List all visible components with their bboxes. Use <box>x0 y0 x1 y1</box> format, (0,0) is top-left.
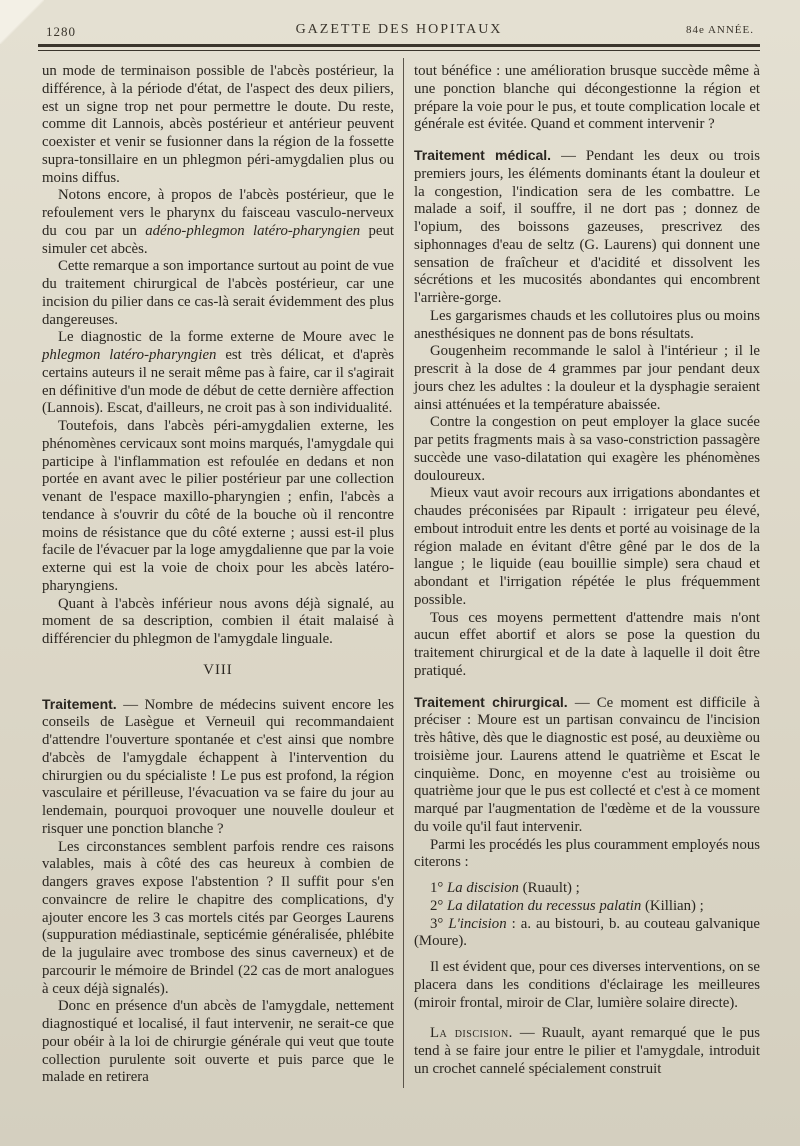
paragraph: Les gargarismes chauds et les collutoires plus ou moins anesthésiques ne donnent pas de bons résultats. <box>414 307 760 342</box>
paragraph: un mode de terminaison possible de l'abcès postérieur, la différence, à la période d'état, de l'aspect des deux piliers, est un signe trop net pour permettre le doute. Du reste, comme dit Lannois, abcès postérieur et antérieur peuvent coexister et venir se fusionner dans la région de la fossette supra-tonsillaire en un phlegmon péri-amygdalien plus ou moins diffus. <box>42 63 394 186</box>
paragraph: tout bénéfice : une amélioration brusque succède même à une ponction blanche qui décongestionne la région et prépare la voie pour le pus, et toute complication locale et générale est évitée. Quand et comment intervenir ? <box>414 63 760 133</box>
section-number: VIII <box>203 661 233 678</box>
paragraph: Traitement médical. — Pendant les deux ou trois premiers jours, les éléments dominants étant la douleur et la congestion, l'indication sera de les combattre. Le malade a soif, il souffre, il ne dort pas ; donnez de l'opium, des boissons gazeuses, prescrivez des siphonnages d'eau de seltz (G. Laurens) qui donnent une sensation de fraîcheur et d'acidité et dissolvent les sécrétions et les mucosités abondantes qui encombrent l'arrière-gorge. <box>414 147 761 306</box>
page-number: 1280 <box>46 24 76 39</box>
section-heading: Traitement. <box>42 695 117 712</box>
paragraph: La discision. — Ruault, ayant remarqué que le pus tend à se faire jour entre le pilier et l'amygdale, introduit un crochet cannelé spécialement construit <box>414 1025 761 1077</box>
list-item: 2° La dilatation du recessus palatin (Killian) ; <box>430 897 704 914</box>
paragraph: Traitement. — Nombre de médecins suivent encore les conseils de Lasègue et Verneuil qui recommandaient d'attendre l'ouverture spontanée et c'est ainsi que nombre d'abcès de l'amygdale échappent à l'intervention du chirurgien ou du spécialiste ! Le pus est profond, la région vasculaire et périlleuse, l'évacuation va se faire du jour au lendemain, pourquoi provoquer une nouvelle douleur et risquer une ponction blanche ? <box>42 695 394 837</box>
paragraph: Il est évident que, pour ces diverses interventions, on se placera dans les conditions d'éclairage les meilleures (miroir frontal, miroir de Clar, lumière solaire directe). <box>414 959 760 1011</box>
paragraph: Tous ces moyens permettent d'attendre mais n'ont aucun effet abortif et alors se pose la question du traitement chirurgical et de la date à laquelle il doit être pratiqué. <box>414 609 760 679</box>
paragraph: Toutefois, dans l'abcès péri-amygdalien externe, les phénomènes cervicaux sont moins marqués, l'amygdale qui participe à l'inflammation est refoulée en dedans et non portée en avant avec le pilier postérieur par une collection venant de l'espace maxillo-pharyngien ; enfin, l'abcès a tendance à s'ouvrir du côté de la bouche où il rencontre moins de résistance que du côté externe ; aussi est-il plus facile de l'évacuer par la loge amygdalienne que par la voie externe qui est la voie de choix pour les abcès latéro-pharyngiens. <box>42 418 394 594</box>
right-column <box>414 63 760 1079</box>
paragraph: Contre la congestion on peut employer la glace sucée par petits fragments mais à sa vaso-constriction passagère succède une vaso-dilatation qui exagère les phénomènes douloureux. <box>414 414 760 484</box>
paragraph: Notons encore, à propos de l'abcès postérieur, que le refoulement vers le pharynx du faisceau vasculo-nerveux du cou par un adéno-phlegmon latéro-pharyngien peut simuler cet abcès. <box>42 187 394 257</box>
left-column <box>42 63 394 1087</box>
paragraph: Parmi les procédés les plus couramment employés nous citerons : <box>414 836 760 871</box>
journal-year: 84e ANNÉE. <box>685 24 754 36</box>
paragraph: Cette remarque a son importance surtout au point de vue du traitement chirurgical de l'abcès postérieur, car une incision du pilier dans ce cas-là serait évidemment des plus dangereuses. <box>42 258 394 328</box>
list-item: 3° L'incision : a. au bistouri, b. au couteau galvanique (Moure). <box>414 915 761 950</box>
paragraph: Le diagnostic de la forme externe de Moure avec le phlegmon latéro-pharyngien est très délicat, et d'après certains auteurs il ne serait même pas à faire, car il s'agirait en définitive d'un mode de début de cette dernière affection (Lannois). Escat, d'ailleurs, ne croit pas à son individualité. <box>42 329 394 417</box>
paragraph: Donc en présence d'un abcès de l'amygdale, nettement diagnostiqué et localisé, il faut intervenir, ne serait-ce que pour obéir à la loi de chirurgie générale qui veut que toute collection purulente soit ouverte et puis parce que le malade en retirera <box>42 998 394 1086</box>
column-divider <box>403 58 404 1088</box>
paragraph: Gougenheim recommande le salol à l'intérieur ; il le prescrit à la dose de 4 grammes par jour pendant deux jours chez les adultes : la douleur et la dysphagie seraient ainsi atténuées et la température abaissée. <box>414 343 760 413</box>
journal-title: GAZETTE DES HOPITAUX <box>295 22 503 37</box>
list-item: 1° La discision (Ruault) ; <box>430 880 580 896</box>
paragraph: Quant à l'abcès inférieur nous avons déjà signalé, au moment de sa description, combien il était malaisé à différencier du phlegmon de l'amygdale linguale. <box>42 595 394 647</box>
page-header <box>38 20 760 42</box>
section-heading: Traitement médical. <box>414 147 552 163</box>
header-rule-thin <box>38 50 760 51</box>
paragraph: Les circonstances semblent parfois rendre ces raisons valables, mais à côté des cas heureux à combien de dangers graves expose l'abstention ? Il suffit pour s'en convaincre de relire le chapitre des complications, d'y ajouter encore les 3 cas mortels cités par Georges Laurens (suppuration médiastinale, septicémie généralisée, phlébite de la jugulaire avec trombose des sinus caverneux) et de parcourir le mémoire de Brindel (22 cas de mort analogues à ceux déjà signalés). <box>42 838 394 997</box>
header-rule-thick <box>38 44 760 47</box>
paragraph: Traitement chirurgical. — Ce moment est difficile à préciser : Moure est un partisan convaincu de l'incision très hâtive, dès que le diagnostic est posé, au deuxième ou troisième jour. Laurens attend le quatrième et Escat le cinquième. Donc, en moyenne c'est au troisième ou quatrième jour que le pus est collecté et c'est à ce moment marqué par l'augmentation de l'œdème et de la voussure du voile qu'il faut intervenir. <box>414 693 760 835</box>
section-heading: Traitement chirurgical. <box>414 693 568 710</box>
paragraph: Mieux vaut avoir recours aux irrigations abondantes et chaudes préconisées par Ripault : irrigateur peu élevé, embout introduit entre les dents et porté au voisinage de la région malade en évitant d'être gêné par le dos de la langue ; le liquide (eau bouillie simple) sera chaud et abondant et l'irrigation répétée le plus fréquemment possible. <box>414 485 760 608</box>
subsection-heading: La discision. <box>430 1025 513 1042</box>
